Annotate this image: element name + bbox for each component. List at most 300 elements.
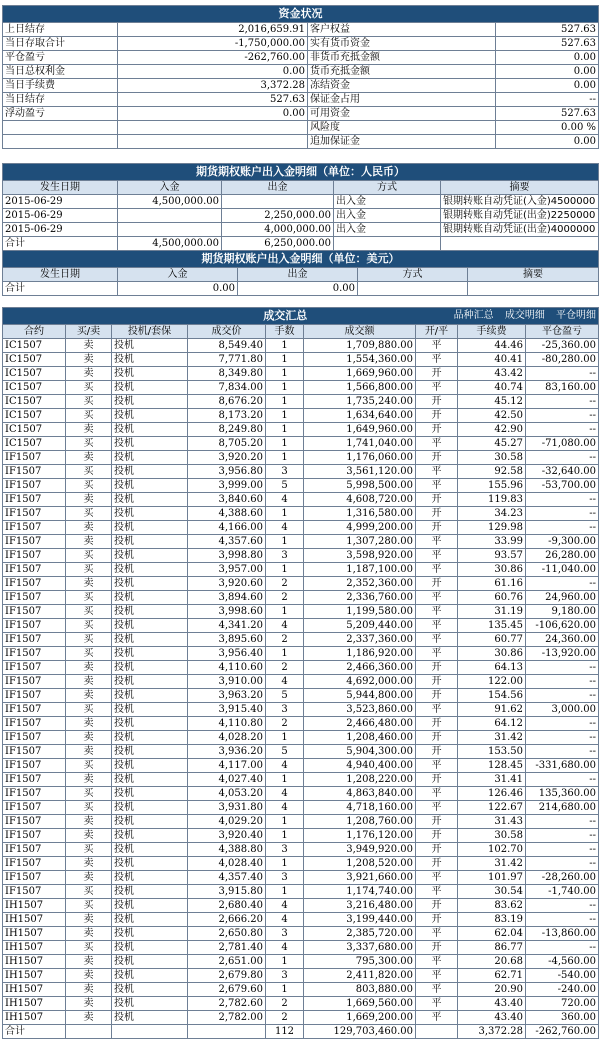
trade-fee: 61.16 — [458, 577, 526, 591]
trade-row — [3, 339, 599, 353]
trade-hedge-flag: 投机 — [112, 955, 188, 969]
trade-turnover: 3,216,480.00 — [304, 899, 416, 913]
trade-open-close: 平 — [416, 787, 458, 801]
trade-open-close: 平 — [416, 437, 458, 451]
trade-fee: 40.41 — [458, 353, 526, 367]
trade-side: 卖 — [66, 661, 112, 675]
rmb-deposit: 4,500,000.00 — [118, 195, 222, 209]
trade-column-header: 手续费 — [458, 325, 526, 339]
usd-method — [358, 282, 468, 296]
trade-open-close: 平 — [416, 871, 458, 885]
trade-lots: 2 — [266, 577, 304, 591]
trade-hedge-flag: 投机 — [112, 941, 188, 955]
trade-lots: 4 — [266, 675, 304, 689]
trade-fee: 34.23 — [458, 507, 526, 521]
trade-open-close: 平 — [416, 619, 458, 633]
trade-side: 卖 — [66, 927, 112, 941]
trade-fee: 155.96 — [458, 479, 526, 493]
trade-turnover: 2,337,360.00 — [304, 633, 416, 647]
trade-side: 买 — [66, 703, 112, 717]
trade-contract: IF1507 — [3, 647, 66, 661]
fund-label: 当日存取合计 — [3, 37, 118, 51]
trade-row — [3, 619, 599, 633]
trade-close-pnl: -- — [526, 745, 599, 759]
rmb-column-header: 入金 — [118, 181, 222, 195]
trade-turnover: 4,940,400.00 — [304, 759, 416, 773]
fund-label: 非货币充抵金额 — [308, 51, 496, 65]
fund-value: 3,372.28 — [118, 79, 308, 93]
trade-turnover: 4,863,840.00 — [304, 787, 416, 801]
fund-row — [3, 37, 599, 51]
trade-open-close: 平 — [416, 535, 458, 549]
trade-hedge-flag: 投机 — [112, 927, 188, 941]
trade-price: 7,834.00 — [188, 381, 266, 395]
trade-row — [3, 1011, 599, 1025]
trade-contract: IF1507 — [3, 773, 66, 787]
trade-close-pnl: -53,700.00 — [526, 479, 599, 493]
trade-open-close: 平 — [416, 955, 458, 969]
trade-hedge-flag: 投机 — [112, 815, 188, 829]
trade-column-header: 买/卖 — [66, 325, 112, 339]
trade-open-close: 平 — [416, 969, 458, 983]
trade-column-header: 合约 — [3, 325, 66, 339]
trade-turnover: 3,199,440.00 — [304, 913, 416, 927]
trade-side: 卖 — [66, 969, 112, 983]
trade-fee: 31.19 — [458, 605, 526, 619]
trade-row — [3, 801, 599, 815]
trade-price: 7,771.80 — [188, 353, 266, 367]
rmb-date: 2015-06-29 — [3, 195, 118, 209]
trade-price: 3,920.20 — [188, 451, 266, 465]
trade-price: 3,915.40 — [188, 703, 266, 717]
usd-withdrawal: 0.00 — [238, 282, 358, 296]
trade-lots: 1 — [266, 731, 304, 745]
rmb-withdrawal: 6,250,000.00 — [222, 237, 334, 251]
trade-price: 2,680.40 — [188, 899, 266, 913]
fund-value: -1,750,000.00 — [118, 37, 308, 51]
trade-hedge-flag: 投机 — [112, 437, 188, 451]
fund-value: 0.00 % — [496, 121, 599, 135]
trade-side — [66, 1025, 112, 1039]
trade-close-pnl: -32,640.00 — [526, 465, 599, 479]
trade-side: 卖 — [66, 731, 112, 745]
link-close-detail[interactable]: 平仓明细 — [556, 310, 597, 321]
trade-close-pnl: -331,680.00 — [526, 759, 599, 773]
trade-fee: 30.58 — [458, 451, 526, 465]
trade-row — [3, 717, 599, 731]
trade-lots: 2 — [266, 591, 304, 605]
trade-price: 4,110.80 — [188, 717, 266, 731]
trade-open-close: 开 — [416, 395, 458, 409]
trade-hedge-flag: 投机 — [112, 479, 188, 493]
usd-table — [2, 250, 599, 296]
trade-open-close: 开 — [416, 451, 458, 465]
trade-price: 3,915.80 — [188, 885, 266, 899]
trade-lots: 3 — [266, 703, 304, 717]
fund-label: 风险度 — [308, 121, 496, 135]
trade-side: 买 — [66, 647, 112, 661]
trade-side: 买 — [66, 563, 112, 577]
trade-turnover: 1,187,100.00 — [304, 563, 416, 577]
trade-hedge-flag: 投机 — [112, 619, 188, 633]
trade-hedge-flag: 投机 — [112, 563, 188, 577]
trade-contract: IF1507 — [3, 479, 66, 493]
trade-side: 买 — [66, 885, 112, 899]
rmb-column-header: 方式 — [334, 181, 441, 195]
trade-fee: 122.67 — [458, 801, 526, 815]
trade-fee: 20.68 — [458, 955, 526, 969]
trade-fee: 30.58 — [458, 829, 526, 843]
trade-fee: 31.41 — [458, 773, 526, 787]
fund-value: 0.00 — [118, 107, 308, 121]
trade-fee: 119.83 — [458, 493, 526, 507]
usd-summary — [468, 282, 599, 296]
trade-lots: 3 — [266, 549, 304, 563]
trade-close-pnl: -- — [526, 857, 599, 871]
trade-turnover: 1,208,220.00 — [304, 773, 416, 787]
rmb-column-header: 摘要 — [441, 181, 599, 195]
trade-lots: 4 — [266, 493, 304, 507]
trade-close-pnl: -- — [526, 829, 599, 843]
usd-column-header: 方式 — [358, 268, 468, 282]
trade-lots: 1 — [266, 983, 304, 997]
trade-contract: IF1507 — [3, 521, 66, 535]
fund-value — [118, 135, 308, 149]
trade-open-close: 平 — [416, 465, 458, 479]
trade-hedge-flag: 投机 — [112, 395, 188, 409]
trade-fee: 91.62 — [458, 703, 526, 717]
fund-label: 当日总权利金 — [3, 65, 118, 79]
trade-row — [3, 549, 599, 563]
trade-price: 3,895.60 — [188, 633, 266, 647]
trade-side: 卖 — [66, 955, 112, 969]
trade-lots: 1 — [266, 647, 304, 661]
trade-row — [3, 913, 599, 927]
trade-contract: IF1507 — [3, 745, 66, 759]
trade-hedge-flag: 投机 — [112, 787, 188, 801]
trade-price: 4,029.20 — [188, 815, 266, 829]
trade-price: 3,931.80 — [188, 801, 266, 815]
trade-turnover: 2,466,480.00 — [304, 717, 416, 731]
link-variety-summary[interactable]: 品种汇总 — [453, 310, 494, 321]
trade-title: 成交汇总 — [263, 309, 308, 322]
trade-contract: IC1507 — [3, 395, 66, 409]
trade-open-close: 开 — [416, 829, 458, 843]
trade-side: 卖 — [66, 815, 112, 829]
trade-side: 卖 — [66, 773, 112, 787]
trade-row — [3, 983, 599, 997]
trade-side: 卖 — [66, 577, 112, 591]
fund-label: 冻结资金 — [308, 79, 496, 93]
trade-close-pnl: -1,740.00 — [526, 885, 599, 899]
trade-contract: IC1507 — [3, 339, 66, 353]
trade-side: 买 — [66, 787, 112, 801]
trade-close-pnl: -- — [526, 731, 599, 745]
trade-lots: 1 — [266, 409, 304, 423]
trade-lots: 2 — [266, 1011, 304, 1025]
trade-turnover: 1,554,360.00 — [304, 353, 416, 367]
trade-close-pnl: -- — [526, 367, 599, 381]
trade-turnover: 129,703,460.00 — [304, 1025, 416, 1039]
fund-value: 527.63 — [496, 37, 599, 51]
trade-row — [3, 857, 599, 871]
trade-turnover: 3,949,920.00 — [304, 843, 416, 857]
trade-contract: IH1507 — [3, 969, 66, 983]
trade-row — [3, 731, 599, 745]
trade-turnover: 1,634,640.00 — [304, 409, 416, 423]
trade-row — [3, 787, 599, 801]
trade-lots: 4 — [266, 787, 304, 801]
fund-row — [3, 65, 599, 79]
trade-open-close: 平 — [416, 605, 458, 619]
fund-value: -262,760.00 — [118, 51, 308, 65]
trade-contract: IF1507 — [3, 549, 66, 563]
rmb-table — [2, 163, 599, 251]
trade-row — [3, 829, 599, 843]
fund-value: 0.00 — [496, 135, 599, 149]
trade-lots: 4 — [266, 913, 304, 927]
trade-side: 卖 — [66, 493, 112, 507]
trade-side: 卖 — [66, 689, 112, 703]
trade-fee: 153.50 — [458, 745, 526, 759]
trade-side: 卖 — [66, 997, 112, 1011]
trade-row — [3, 997, 599, 1011]
trade-open-close: 平 — [416, 703, 458, 717]
trade-fee: 45.27 — [458, 437, 526, 451]
trade-side: 卖 — [66, 535, 112, 549]
trade-price: 8,249.80 — [188, 423, 266, 437]
trade-row — [3, 479, 599, 493]
rmb-withdrawal: 4,000,000.00 — [222, 223, 334, 237]
trade-turnover: 4,608,720.00 — [304, 493, 416, 507]
trade-row — [3, 451, 599, 465]
trade-side: 卖 — [66, 913, 112, 927]
trade-contract: IF1507 — [3, 577, 66, 591]
fund-label: 追加保证金 — [308, 135, 496, 149]
usd-column-headers — [3, 268, 599, 282]
trade-open-close: 开 — [416, 577, 458, 591]
rmb-method: 出入金 — [334, 195, 441, 209]
trade-close-pnl: 83,160.00 — [526, 381, 599, 395]
trade-close-pnl: -- — [526, 395, 599, 409]
trade-row — [3, 409, 599, 423]
trade-fee: 126.46 — [458, 787, 526, 801]
trade-price: 4,027.40 — [188, 773, 266, 787]
trade-contract: IF1507 — [3, 857, 66, 871]
trade-close-pnl: -- — [526, 493, 599, 507]
trade-turnover: 795,300.00 — [304, 955, 416, 969]
trade-turnover: 1,316,580.00 — [304, 507, 416, 521]
trade-price: 2,679.60 — [188, 983, 266, 997]
trade-row — [3, 605, 599, 619]
trade-contract: IC1507 — [3, 381, 66, 395]
trade-hedge-flag: 投机 — [112, 507, 188, 521]
usd-deposit: 0.00 — [118, 282, 238, 296]
trade-row — [3, 437, 599, 451]
rmb-withdrawal: 2,250,000.00 — [222, 209, 334, 223]
fund-label: 浮动盈亏 — [3, 107, 118, 121]
trade-close-pnl: -25,360.00 — [526, 339, 599, 353]
trade-turnover: 4,999,200.00 — [304, 521, 416, 535]
trade-open-close: 平 — [416, 759, 458, 773]
trade-hedge-flag: 投机 — [112, 381, 188, 395]
trade-close-pnl: -13,860.00 — [526, 927, 599, 941]
trade-turnover: 1,208,520.00 — [304, 857, 416, 871]
trade-turnover: 5,209,440.00 — [304, 619, 416, 633]
trade-column-header: 平仓盈亏 — [526, 325, 599, 339]
trade-turnover: 1,649,960.00 — [304, 423, 416, 437]
rmb-column-header: 出金 — [222, 181, 334, 195]
trade-fee: 102.70 — [458, 843, 526, 857]
trade-open-close: 平 — [416, 997, 458, 1011]
trade-lots: 3 — [266, 843, 304, 857]
trade-contract: IC1507 — [3, 367, 66, 381]
trade-hedge-flag: 投机 — [112, 829, 188, 843]
trade-price: 4,166.00 — [188, 521, 266, 535]
trade-turnover: 3,523,860.00 — [304, 703, 416, 717]
trade-open-close: 开 — [416, 843, 458, 857]
trade-fee: 33.99 — [458, 535, 526, 549]
trade-turnover: 3,561,120.00 — [304, 465, 416, 479]
trade-hedge-flag: 投机 — [112, 1011, 188, 1025]
fund-value: 0.00 — [496, 51, 599, 65]
trade-open-close: 开 — [416, 941, 458, 955]
trade-hedge-flag: 投机 — [112, 983, 188, 997]
trade-row — [3, 703, 599, 717]
trade-lots: 1 — [266, 367, 304, 381]
trade-fee: 31.43 — [458, 815, 526, 829]
rmb-date: 合计 — [3, 237, 118, 251]
trade-side: 卖 — [66, 871, 112, 885]
trade-turnover: 1,199,580.00 — [304, 605, 416, 619]
trade-price: 8,676.20 — [188, 395, 266, 409]
trade-hedge-flag: 投机 — [112, 703, 188, 717]
trade-lots: 4 — [266, 899, 304, 913]
rmb-deposit — [118, 209, 222, 223]
trade-price: 2,782.00 — [188, 1011, 266, 1025]
trade-price: 3,956.80 — [188, 465, 266, 479]
trade-lots: 2 — [266, 633, 304, 647]
trade-contract: IH1507 — [3, 955, 66, 969]
trade-turnover: 1,186,920.00 — [304, 647, 416, 661]
trade-open-close: 平 — [416, 591, 458, 605]
trade-price: 2,782.60 — [188, 997, 266, 1011]
trade-side: 买 — [66, 381, 112, 395]
trade-open-close: 开 — [416, 689, 458, 703]
trade-lots: 5 — [266, 689, 304, 703]
trade-hedge-flag: 投机 — [112, 353, 188, 367]
trade-hedge-flag: 投机 — [112, 675, 188, 689]
trade-side: 卖 — [66, 521, 112, 535]
fund-value: 527.63 — [496, 107, 599, 121]
trade-fee: 122.00 — [458, 675, 526, 689]
trade-row — [3, 815, 599, 829]
fund-label: 货币充抵金额 — [308, 65, 496, 79]
trade-column-header: 开/平 — [416, 325, 458, 339]
fund-row — [3, 51, 599, 65]
trade-lots: 1 — [266, 437, 304, 451]
trade-fee: 42.50 — [458, 409, 526, 423]
trade-contract: IF1507 — [3, 619, 66, 633]
trade-fee: 31.42 — [458, 857, 526, 871]
trade-lots: 2 — [266, 717, 304, 731]
trade-turnover: 4,718,160.00 — [304, 801, 416, 815]
trade-side: 买 — [66, 633, 112, 647]
trade-turnover: 5,944,800.00 — [304, 689, 416, 703]
trade-row — [3, 871, 599, 885]
link-trade-detail[interactable]: 成交明细 — [504, 310, 545, 321]
trade-open-close: 开 — [416, 815, 458, 829]
trade-lots: 1 — [266, 507, 304, 521]
trade-hedge-flag: 投机 — [112, 339, 188, 353]
trade-fee: 45.12 — [458, 395, 526, 409]
trade-column-headers — [3, 325, 599, 339]
trade-side: 买 — [66, 549, 112, 563]
trade-column-header: 成交额 — [304, 325, 416, 339]
trade-lots: 112 — [266, 1025, 304, 1039]
trade-side: 卖 — [66, 983, 112, 997]
trade-contract: IH1507 — [3, 927, 66, 941]
trade-close-pnl: -- — [526, 717, 599, 731]
trade-close-pnl: -- — [526, 521, 599, 535]
trade-row — [3, 465, 599, 479]
rmb-deposit: 4,500,000.00 — [118, 237, 222, 251]
trade-hedge-flag: 投机 — [112, 885, 188, 899]
trade-row — [3, 521, 599, 535]
trade-hedge-flag: 投机 — [112, 913, 188, 927]
trade-hedge-flag: 投机 — [112, 843, 188, 857]
trade-contract: IF1507 — [3, 507, 66, 521]
rmb-method: 出入金 — [334, 209, 441, 223]
trade-price: 3,920.40 — [188, 829, 266, 843]
trade-hedge-flag: 投机 — [112, 367, 188, 381]
trade-column-header: 投机/套保 — [112, 325, 188, 339]
trade-price: 4,028.40 — [188, 857, 266, 871]
trade-row — [3, 507, 599, 521]
trade-price: 3,998.60 — [188, 605, 266, 619]
trade-price: 3,894.60 — [188, 591, 266, 605]
trade-price: 2,679.80 — [188, 969, 266, 983]
trade-row — [3, 1025, 599, 1039]
usd-column-header: 摘要 — [468, 268, 599, 282]
trade-header — [3, 308, 599, 325]
fund-row — [3, 93, 599, 107]
rmb-column-headers — [3, 181, 599, 195]
trade-contract: IF1507 — [3, 871, 66, 885]
trade-side: 卖 — [66, 339, 112, 353]
usd-column-header: 入金 — [118, 268, 238, 282]
trade-row — [3, 969, 599, 983]
trade-price: 8,705.20 — [188, 437, 266, 451]
trade-turnover: 3,598,920.00 — [304, 549, 416, 563]
trade-side: 买 — [66, 409, 112, 423]
trade-open-close: 平 — [416, 983, 458, 997]
trade-price: 4,117.00 — [188, 759, 266, 773]
trade-lots: 1 — [266, 563, 304, 577]
trade-hedge-flag: 投机 — [112, 661, 188, 675]
trade-table — [2, 307, 599, 1039]
trade-side: 卖 — [66, 857, 112, 871]
trade-fee: 60.77 — [458, 633, 526, 647]
trade-lots: 3 — [266, 871, 304, 885]
trade-price: 2,651.00 — [188, 955, 266, 969]
trade-lots: 3 — [266, 969, 304, 983]
trade-turnover: 1,307,280.00 — [304, 535, 416, 549]
trade-links — [446, 310, 596, 322]
trade-close-pnl: -- — [526, 423, 599, 437]
trade-row — [3, 395, 599, 409]
trade-contract: IF1507 — [3, 633, 66, 647]
